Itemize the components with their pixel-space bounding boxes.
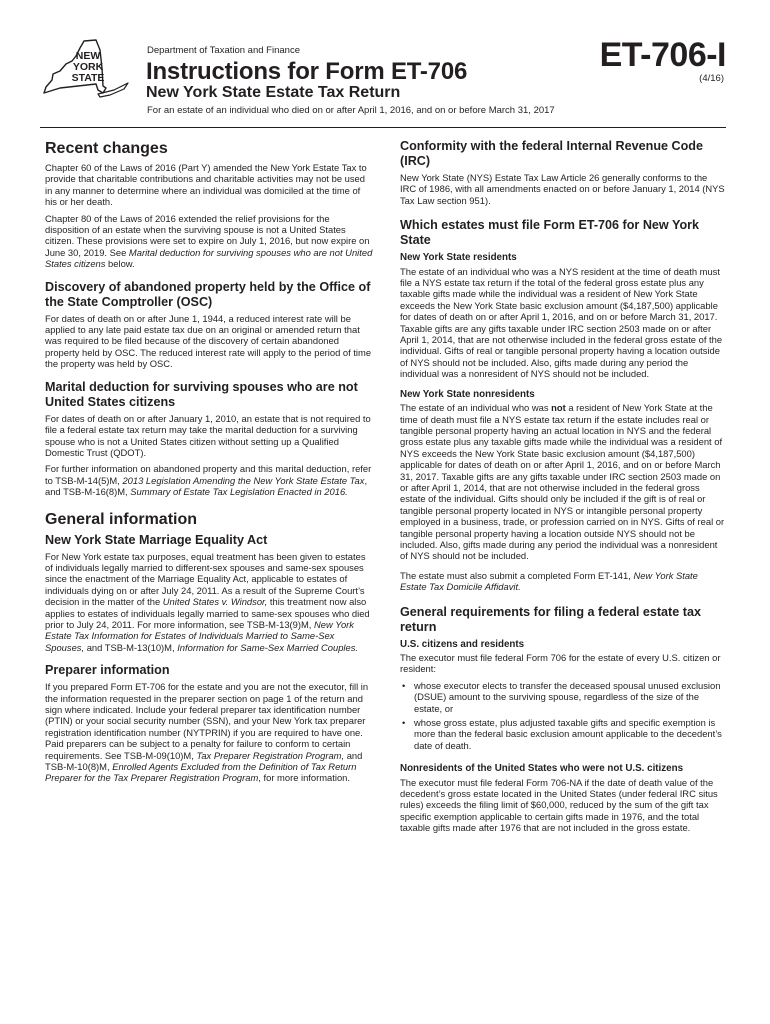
which-estates-heading: Which estates must file Form ET-706 for New York State [400,218,700,248]
header-divider [40,127,726,128]
conformity-paragraph: New York State (NYS) Estate Tax Law Article 26 generally conforms to the IRC of 1986, with all amendments enacted on or before January 1, 2014 (NYS Tax Law section 951). [400,172,725,206]
list-item: • whose executor elects to transfer the deceased spousal unused exclusion (DSUE) amount to the surviving spouse, regardless of the size of the estate, or [402,679,721,714]
department-name: Department of Taxation and Finance [147,45,300,56]
form-number: ET-706-I [599,36,726,74]
preparer-information-paragraph: If you prepared Form ET-706 for the estate and you are not the executor, fill in the information requested in the preparer section on page 1 of the return and sign where indicated. Include your federal preparer tax identification number (PTIN) or your social security number (SSN), and your New York tax preparer registration identification number (NYTPRIN) if you are required to have one. Paid preparers can be subject to a penalty for failure to conform to certain requirements. See TSB-M-09(10)M, Tax Preparer Registration Program, and TSB-M-10(8)M, Enrolled Agents Excluded from the Definition of Tax Return Preparer for the Tax Preparer Registration Program, for more information. [45,681,369,784]
discovery-heading: Discovery of abandoned property held by the Office of the State Comptroller (OSC) [45,279,371,309]
right-column [400,139,725,839]
nonresident-aliens-paragraph: The executor must file federal Form 706-NA if the date of death value of the decedent’s gross estate located in the United States (under federal IRC situs rules) exceeds the filing limit of $60,000, reduced by the sum of the gift tax specific exemption applicable to certain gifts made in 1976, and the total taxable gifts made after 1976 that are not included in the gross estate. [400,776,718,834]
bullet-icon: • [402,717,406,729]
revision-date: (4/16) [699,73,724,84]
page-subtitle: New York State Estate Tax Return [146,84,401,101]
marital-deduction-paragraph-1: For dates of death on or after January 1, 2010, an estate that is not required to file a federal estate tax return may take the marital deduction for a surviving spouse who is not a United States citizen without setting up a Qualified Domestic Trust (QDOT). [45,412,371,458]
nys-residents-paragraph: The estate of an individual who was a NYS resident at the time of death must file a NYS estate tax return if the total of the federal gross estate plus any taxable gifts made while the individual was a resident of New York State exceeds the New York State basic exclusion amount ($4,187,500) applicable for dates of death on or after April 1, 2016, and on or before March 31, 2017. Taxable gifts are any gifts taxable under IRC section 2503 made on or after April 1, 2014, that are not otherwise included in the federal gross estate of the individual. Gifts of real or tangible personal property having a location outside of NYS should not be included. Also, gifts made during any period the individual was a nonresident of NYS should not be included. [400,265,723,380]
left-column [45,139,373,789]
page-title: Instructions for Form ET-706 [146,58,468,85]
bullet-icon: • [402,679,406,691]
applicability-note: For an estate of an individual who died on or after April 1, 2016, and on or before March 31, 2017 [147,105,555,116]
conformity-heading: Conformity with the federal Internal Revenue Code (IRC) [400,139,703,168]
nys-residents-heading: New York State residents [400,252,517,264]
nonresident-aliens-heading: Nonresidents of the United States who were not U.S. citizens [400,763,684,775]
recent-changes-paragraph-2: Chapter 80 of the Laws of 2016 extended the relief provisions for the disposition of an estate when the surviving spouse is not a United States citizen. These provisions were set to expire on July 1, 2016, but now expire on June 30, 2019. See Marital deduction for surviving spouses who are not United States citizens below. [45,212,373,270]
federal-requirements-heading: General requirements for filing a federal estate tax return [400,604,701,634]
nys-logo [40,38,132,108]
list-item: • whose gross estate, plus adjusted taxable gifts and specific exemption is more than the federal basic exclusion amount applicable to the decedent’s date of death. [402,717,722,751]
et141-form-reference: New York State Estate Tax Domicile Affidavit. [400,569,698,593]
marital-deduction-heading: Marital deduction for surviving spouses who are not United States citizens [45,379,358,409]
nys-nonresidents-paragraph: The estate of an individual who was not a resident of New York State at the time of death must file a NYS estate tax return if the estate includes real or tangible personal property having an actual location in NYS and the federal gross estate plus any taxable gifts made while the individual was a resident of NYS exceeds the New York State basic exclusion amount ($4,187,500) applicable for dates of death on or after April 1, 2016, and on or before March 31, 2017. Taxable gifts are any gifts taxable under IRC section 2503 made on or after April 1, 2014, that are not otherwise included in the federal gross estate of the individual. Gifts should only be included if the gift is of real or tangible personal property located in NYS or intangible personal property employed in a business, trade, or profession carried on in NYS. Gifts of real or tangible personal property having a location outside NYS should not be included. Also, gifts made during any period the individual was a nonresident of NYS should not be included. [400,402,725,562]
nys-nonresidents-heading: New York State nonresidents [400,388,535,400]
recent-changes-heading: Recent changes [45,140,168,157]
new-york-state-map-icon [40,38,132,108]
federal-filing-bullets [400,680,725,751]
logo-text-new: NEW [75,50,101,62]
marital-deduction-reference: Marital deduction for surviving spouses who are not United States citizens [45,246,373,270]
et141-paragraph: The estate must also submit a completed Form ET-141, New York State Estate Tax Domicile Affidavit. [400,569,698,593]
us-citizens-paragraph: The executor must file federal Form 706 for the estate of every U.S. citizen or resident: [400,652,721,675]
logo-text-state: STATE [71,72,105,84]
general-information-heading: General information [45,510,198,528]
marriage-equality-paragraph: For New York estate tax purposes, equal treatment has been given to estates of individuals legally married to different-sex spouses and same-sex spouses since the enactment of the Marriage Equality Act, applicable to estates of individuals dying on or after July 24, 2011. As a result of the Supreme Court’s decision in the matter of the United States v. Windsor, this treatment now also applies to estates of individuals legally married to same-sex spouses who died prior to July 24, 2011. For more information, see TSB-M-13(9)M, New York Estate Tax Information for Estates of Individuals Married to Same-Sex Spouses, and TSB-M-13(10)M, Information for Same-Sex Married Couples. [45,550,370,653]
marital-deduction-paragraph-2: For further information on abandoned property and this marital deduction, refer to TSB-M-14(5)M, 2013 Legislation Amending the New York State Estate Tax, and TSB-M-16(8)M, Summary of Estate Tax Legislation Enacted in 2016. [45,463,372,498]
preparer-information-heading: Preparer information [45,663,170,678]
logo-text-york: YORK [72,61,104,73]
marriage-equality-heading: New York State Marriage Equality Act [45,532,268,547]
recent-changes-paragraph-1: Chapter 60 of the Laws of 2016 (Part Y) amended the New York Estate Tax to provide that charitable contributions and charitable activities may not be used in any manner to determine where an individual was domiciled at the time of his or her death. [45,162,367,208]
us-citizens-heading: U.S. citizens and residents [400,638,525,650]
discovery-paragraph: For dates of death on or after June 1, 1944, a reduced interest rate will be applied to any late paid estate tax due on an original or amended return that was required to be filed because of the discovery of certain abandoned property held by OSC. The reduced interest rate will apply to the period of time the property was held by OSC. [45,312,372,370]
